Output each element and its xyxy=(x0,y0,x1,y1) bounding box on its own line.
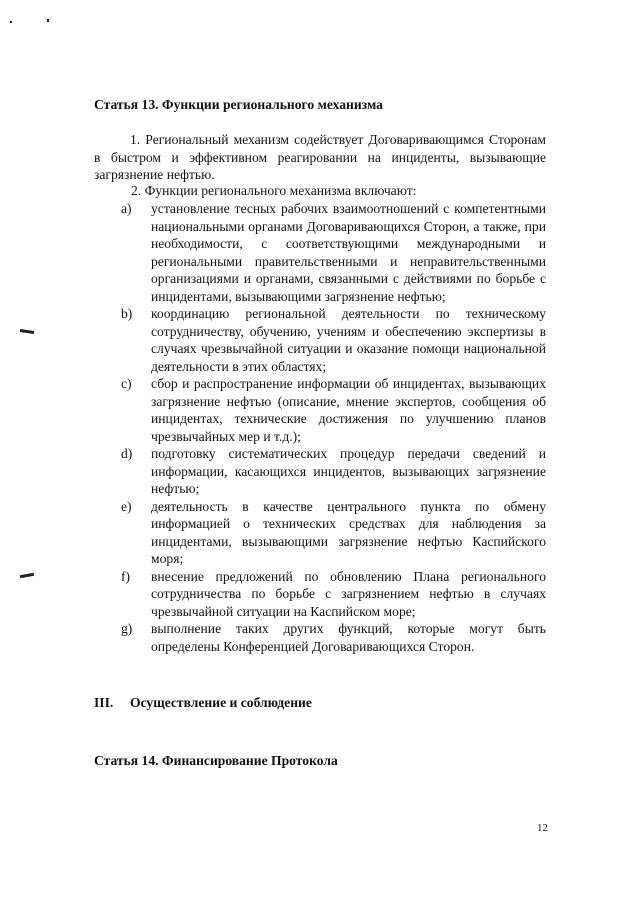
list-marker: e) xyxy=(121,498,132,514)
list-marker: d) xyxy=(121,446,133,461)
list-item-text: выполнение таких других функций, которые могут быть определены Конференцией Договаривающихся Сторон. xyxy=(151,621,546,654)
list-marker: b) xyxy=(121,306,133,321)
page-number: 12 xyxy=(537,822,548,834)
list-marker: f) xyxy=(121,568,131,584)
article-14-heading: Статья 14. Финансирование Протокола xyxy=(94,753,338,768)
list-item-e xyxy=(94,498,546,568)
list-item-text: установление тесных рабочих взаимоотношений с компетентными национальными органами Договаривающихся Сторон, а также, при необходимости, с соответствующими международными и региональными правительственными и неправительственными организациями и органами, связанными с действиями по борьбе с инцидентами, вызывающими загрязнение нефтью; xyxy=(151,201,546,304)
list-item-text: деятельность в качестве центрального пункта по обмену информацией о технических средствах для наблюдения за инцидентами, вызывающими загрязнение нефтью Каспийского моря; xyxy=(151,498,546,566)
list-marker: g) xyxy=(121,621,133,636)
section-title: Осуществление и соблюдение xyxy=(130,695,312,710)
list-item-text: сбор и распространение информации об инцидентах, вызывающих загрязнение нефтью (описание, мнение экспертов, сообщения об инцидентах, технические достижения по улучшению планов чрезвычайных мер и т.д.); xyxy=(151,376,546,444)
scan-speck xyxy=(47,19,49,22)
list-item-f xyxy=(94,568,546,621)
paragraph-1-text: 1. Региональный механизм содействует Договаривающимся Сторонам в быстром и эффективном реагировании на инциденты, вызывающие загрязнение нефтью. xyxy=(94,132,546,182)
list-item-text: подготовку систематических процедур передачи сведений и информации, касающихся инцидентов, вызывающих загрязнение нефтью; xyxy=(151,446,546,496)
list-marker: a) xyxy=(121,201,132,216)
list-item-b xyxy=(94,305,546,375)
paragraph-2-intro: 2. Функции регионального механизма включают: xyxy=(131,183,417,198)
functions-list xyxy=(94,200,546,655)
scan-speck xyxy=(10,21,12,23)
list-item-text: внесение предложений по обновлению Плана регионального сотрудничества по борьбе с загрязнением нефтью в случаях чрезвычайной ситуации на Каспийском море; xyxy=(151,568,546,619)
article-13-heading: Статья 13. Функции регионального механизма xyxy=(94,97,383,112)
list-item-a xyxy=(94,200,546,305)
list-item-text: координацию региональной деятельности по техническому сотрудничеству, обучению, учениям и обеспечению экспертизы в случаях чрезвычайной ситуации и оказание помощи национальной деятельности в этих областях; xyxy=(151,306,546,374)
section-number: III. xyxy=(94,695,114,710)
list-item-g xyxy=(94,620,546,655)
list-item-d xyxy=(94,445,546,498)
list-item-c xyxy=(94,375,546,445)
binding-hole-mark xyxy=(20,573,34,578)
paragraph-1 xyxy=(94,131,546,184)
binding-hole-mark xyxy=(20,329,34,334)
list-marker: c) xyxy=(121,376,132,391)
section-3-heading xyxy=(94,695,312,711)
